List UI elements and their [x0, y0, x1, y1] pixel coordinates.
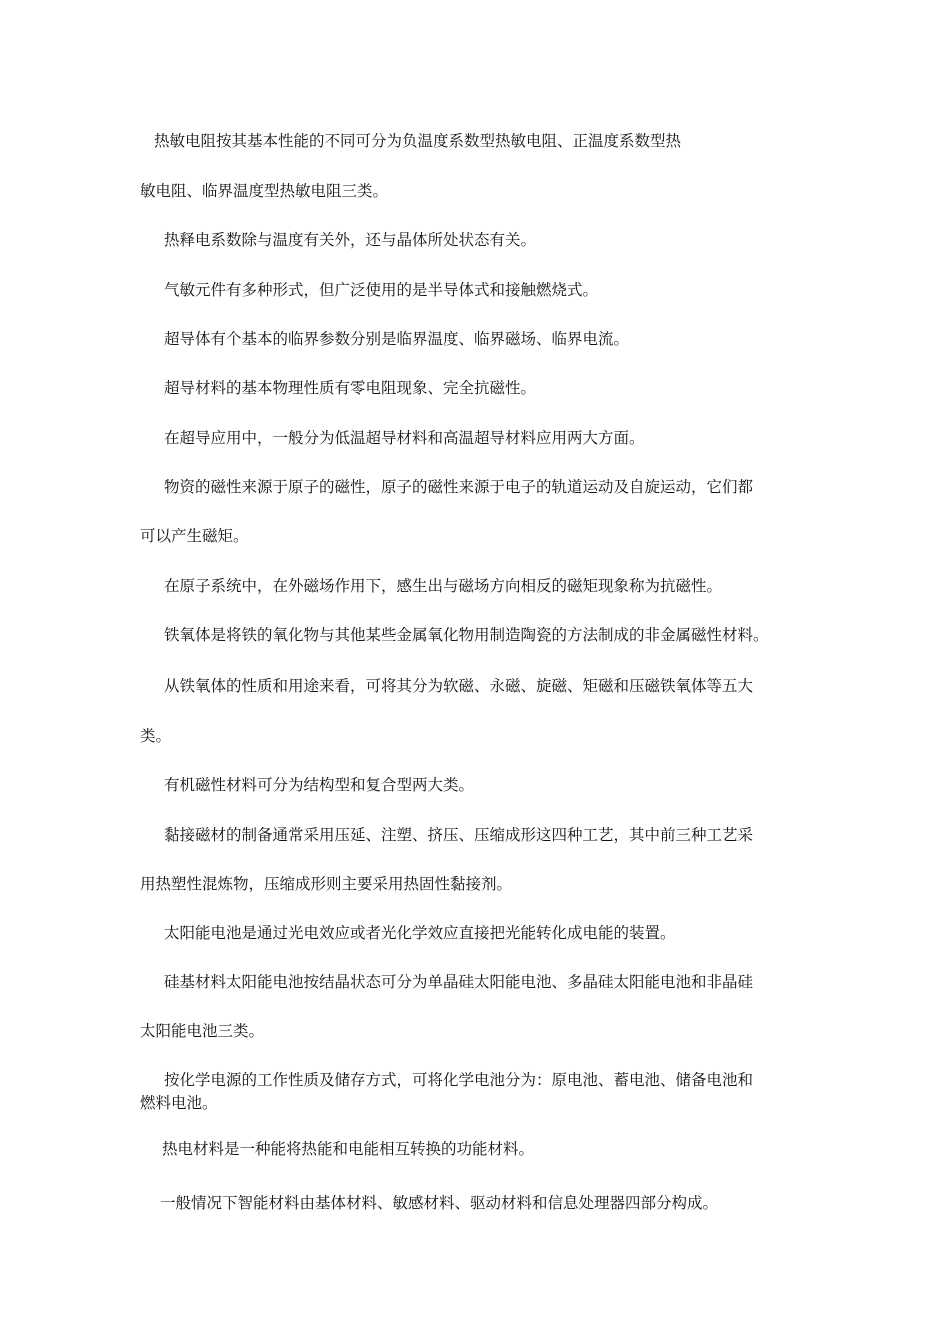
text-line-21: 燃料电池。 — [140, 1094, 218, 1112]
text-line-7: 在超导应用中，一般分为低温超导材料和高温超导材料应用两大方面。 — [164, 429, 645, 447]
text-line-18: 硅基材料太阳能电池按结晶状态可分为单晶硅太阳能电池、多晶硅太阳能电池和非晶硅 — [164, 973, 754, 991]
text-line-11: 铁氧体是将铁的氧化物与其他某些金属氧化物用制造陶瓷的方法制成的非金属磁性材料。 — [164, 626, 769, 644]
text-line-15: 黏接磁材的制备通常采用压延、注塑、挤压、压缩成形这四种工艺，其中前三种工艺采 — [164, 826, 754, 844]
text-line-14: 有机磁性材料可分为结构型和复合型两大类。 — [164, 776, 475, 794]
text-line-16: 用热塑性混炼物，压缩成形则主要采用热固性黏接剂。 — [140, 875, 513, 893]
text-line-6: 超导材料的基本物理性质有零电阻现象、完全抗磁性。 — [164, 379, 537, 397]
text-line-2: 敏电阻、临界温度型热敏电阻三类。 — [140, 182, 389, 200]
text-line-23: 一般情况下智能材料由基体材料、敏感材料、驱动材料和信息处理器四部分构成。 — [160, 1194, 719, 1212]
text-line-8: 物资的磁性来源于原子的磁性，原子的磁性来源于电子的轨道运动及自旋运动，它们都 — [164, 478, 754, 496]
text-line-3: 热释电系数除与温度有关外，还与晶体所处状态有关。 — [164, 231, 537, 249]
text-line-10: 在原子系统中，在外磁场作用下，感生出与磁场方向相反的磁矩现象称为抗磁性。 — [164, 577, 723, 595]
text-line-1: 热敏电阻按其基本性能的不同可分为负温度系数型热敏电阻、正温度系数型热 — [154, 132, 682, 150]
text-line-5: 超导体有个基本的临界参数分别是临界温度、临界磁场、临界电流。 — [164, 330, 630, 348]
text-line-4: 气敏元件有多种形式，但广泛使用的是半导体式和接触燃烧式。 — [164, 281, 599, 299]
text-line-20: 按化学电源的工作性质及储存方式，可将化学电池分为：原电池、蓄电池、储备电池和 — [164, 1071, 754, 1089]
text-line-9: 可以产生磁矩。 — [140, 527, 249, 545]
text-line-13: 类。 — [140, 727, 172, 745]
text-line-22: 热电材料是一种能将热能和电能相互转换的功能材料。 — [162, 1140, 535, 1158]
text-line-12: 从铁氧体的性质和用途来看，可将其分为软磁、永磁、旋磁、矩磁和压磁铁氧体等五大 — [164, 677, 754, 695]
text-line-17: 太阳能电池是通过光电效应或者光化学效应直接把光能转化成电能的装置。 — [164, 924, 676, 942]
text-line-19: 太阳能电池三类。 — [140, 1022, 265, 1040]
